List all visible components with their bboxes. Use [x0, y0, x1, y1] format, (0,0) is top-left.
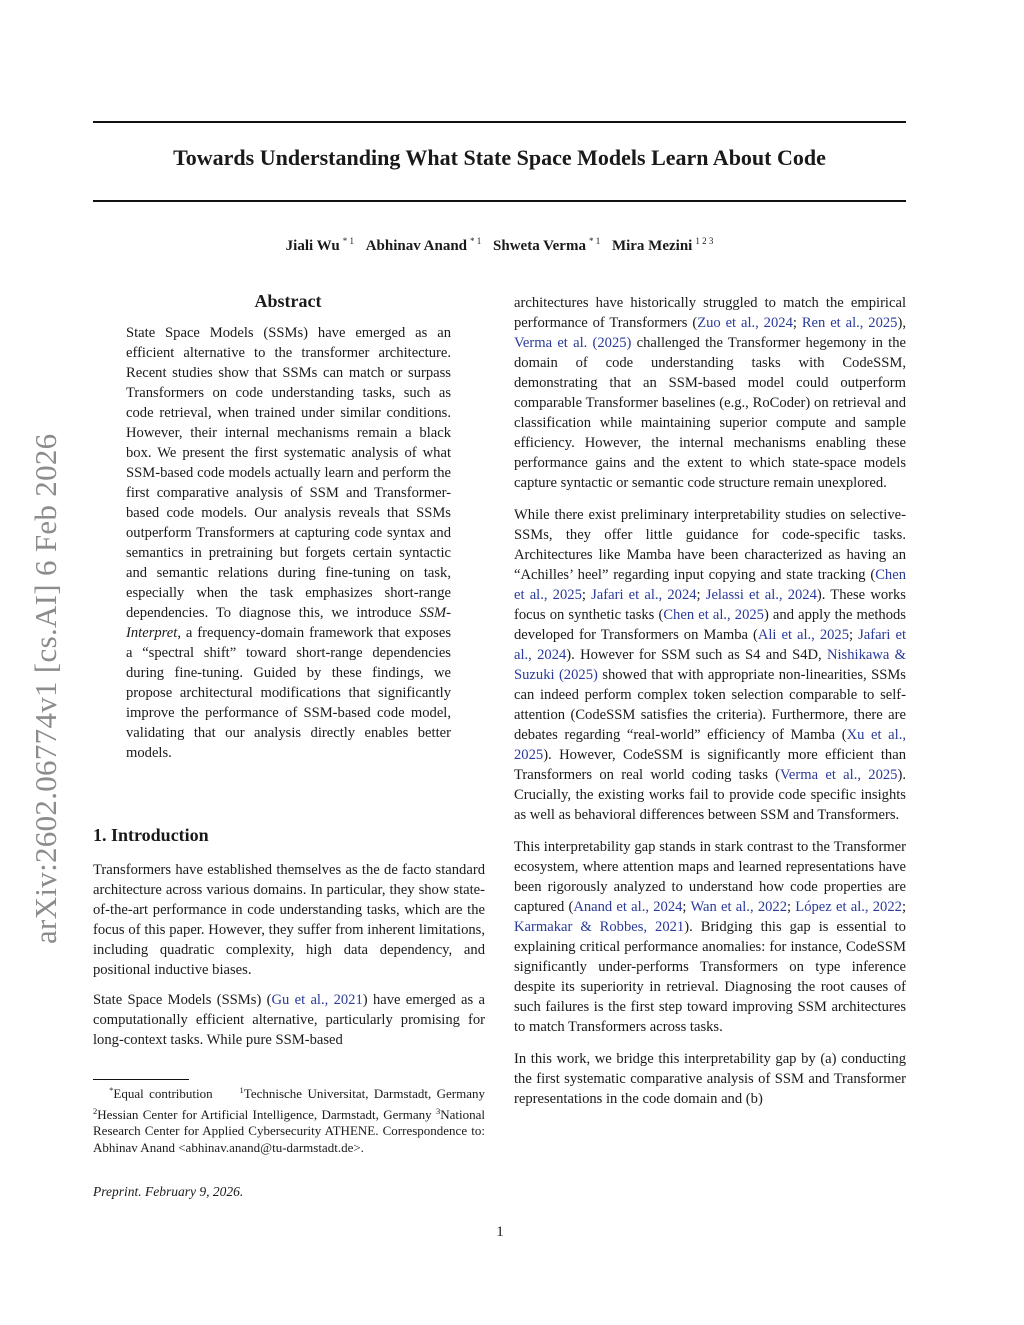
citation-link[interactable]: Zuo et al., 2024	[697, 315, 793, 331]
paragraph: architectures have historically struggled to match the empirical performance of Transformers (Zuo et al., 2024; Ren et al., 2025), Verma et al. (2025) challenged the Transformer hegemony in the domain of code understanding tasks with CodeSSM, demonstrating that an SSM-based model could outperform comparable Transformer baselines (e.g., RoCoder) on retrieval and classification while maintaining superior compute and sample efficiency. However, the internal mechanisms enabling these performance gains and the extent to which state-space models capture syntactic or semantic code structure remain unexplored.	[514, 295, 906, 491]
footnote-rule	[93, 1079, 189, 1080]
title-bottom-rule	[93, 200, 906, 202]
paragraph: Transformers have established themselves as the de facto standard architecture across various domains. In particular, they show state-of-the-art performance in code understanding tasks, which are the focus of this paper. However, they suffer from inherent limitations, including quadratic complexity, high data dependency, and positional inductive biases.	[93, 862, 485, 978]
preprint-note: Preprint. February 9, 2026.	[93, 1184, 244, 1199]
arxiv-stamp: arXiv:2602.06774v1 [cs.AI] 6 Feb 2026	[28, 433, 63, 944]
footnote: *Equal contribution $^1$Technische Universitat, Darmstadt, Germany $^2$Hessian Center for Artificial Intelligence, Darmstadt, Germany $^3$National Research Center for Applied Cybersecurity ATHENE. Correspondence to: Abhinav Anand <abhinav.anand@tu-darmstadt.de>.	[93, 1085, 486, 1155]
citation-link[interactable]: Verma et al. (2025)	[514, 335, 632, 351]
citation-link[interactable]: Xu et al., 2025	[514, 727, 907, 763]
paragraph: In this work, we bridge this interpretability gap by (a) conducting the first systematic comparative analysis of SSM and Transformer representations in the code domain and (b)	[514, 1051, 906, 1107]
citation-link[interactable]: Karmakar & Robbes, 2021	[514, 919, 685, 935]
right-column	[514, 293, 906, 1119]
citation-link[interactable]: López et al., 2022	[795, 899, 902, 915]
abstract-heading: Abstract	[254, 291, 322, 311]
author: Shweta Verma $^{* 1}$	[493, 236, 601, 254]
intro-left-column	[93, 860, 485, 1060]
citation-link[interactable]: Wan et al., 2022	[690, 899, 788, 915]
paragraph: This interpretability gap stands in stark contrast to the Transformer ecosystem, where attention maps and learned representations have been rigorously analyzed to understand how code properties are captured (Anand et al., 2024; Wan et al., 2022; López et al., 2022; Karmakar & Robbes, 2021). Bridging this gap is essential to explaining critical performance anomalies: for instance, CodeSSM significantly under-performs Transformers on type inference despite its superiority in retrieval. Diagnosing the root causes of such failures is the first step toward improving SSM architectures to match Transformers across tasks.	[514, 839, 907, 1035]
author: Jiali Wu $^{* 1}$	[285, 236, 354, 254]
citation-link[interactable]: Ali et al., 2025	[757, 627, 850, 643]
citation-link[interactable]: Chen et al., 2025	[663, 607, 764, 623]
citation-link[interactable]: Jelassi et al., 2024	[705, 587, 817, 603]
citation-link[interactable]: Verma et al., 2025	[780, 767, 898, 783]
citation-link[interactable]: Gu et al., 2021	[271, 992, 363, 1008]
citation-link[interactable]: Anand et al., 2024	[573, 899, 683, 915]
citation-link[interactable]: Jafari et al., 2024	[514, 627, 906, 663]
section-heading-introduction: 1. Introduction	[93, 825, 209, 845]
author: Mira Mezini $^{1 2 3}$	[611, 236, 714, 254]
citation-link[interactable]: Nishikawa & Suzuki (2025)	[514, 647, 906, 683]
citation-link[interactable]: Chen et al., 2025	[514, 567, 906, 603]
author-list	[93, 236, 906, 255]
citation-link[interactable]: Jafari et al., 2024	[591, 587, 697, 603]
paragraph: State Space Models (SSMs) (Gu et al., 2021) have emerged as a computationally efficient alternative, particularly promising for long-context tasks. While pure SSM-based	[93, 992, 485, 1048]
paragraph: While there exist preliminary interpretability studies on selective-SSMs, they offer little guidance for code-specific tasks. Architectures like Mamba have been characterized as having an “Achilles’ heel” regarding input copying and state tracking (Chen et al., 2025; Jafari et al., 2024; Jelassi et al., 2024). These works focus on synthetic tasks (Chen et al., 2025) and apply the methods developed for Transformers on Mamba (Ali et al., 2025; Jafari et al., 2024). However for SSM such as S4 and S4D, Nishikawa & Suzuki (2025) showed that with appropriate non-linearities, SSMs can indeed perform complex token selection comparable to self-attention (CodeSSM satisfies the criteria). Furthermore, there are debates regarding “real-world” efficiency of Mamba (Xu et al., 2025). However, CodeSSM is significantly more efficient than Transformers on real world coding tasks (Verma et al., 2025). Crucially, the existing works fail to provide code specific insights as well as behavioral differences between SSM and Transformers.	[514, 507, 907, 823]
author: Abhinav Anand $^{* 1}$	[365, 236, 482, 254]
paper-title: Towards Understanding What State Space Models Learn About Code	[173, 145, 826, 170]
page-number: 1	[496, 1224, 504, 1240]
title-top-rule	[93, 121, 906, 123]
abstract-text: State Space Models (SSMs) have emerged as an efficient alternative to the transformer architecture. Recent studies show that SSMs can match or surpass Transformers on code understanding tasks, such as code retrieval, when trained under similar conditions. However, their internal mechanisms remain a black box. We present the first systematic analysis of what SSM-based code models actually learn and perform the first comparative analysis of SSM and Transformer-based code models. Our analysis reveals that SSMs outperform Transformers at capturing code syntax and semantics in pretraining but forgets certain syntactic and semantic relations during fine-tuning on task, especially when the task emphasizes short-range dependencies. To diagnose this, we introduce SSM-Interpret, a frequency-domain framework that exposes a “spectral shift” toward short-range dependencies during fine-tuning. Guided by these findings, we propose architectural modifications that significantly improve the performance of SSM-based code model, validating that our analysis directly enables better models.	[126, 325, 451, 761]
citation-link[interactable]: Ren et al., 2025	[801, 315, 898, 331]
